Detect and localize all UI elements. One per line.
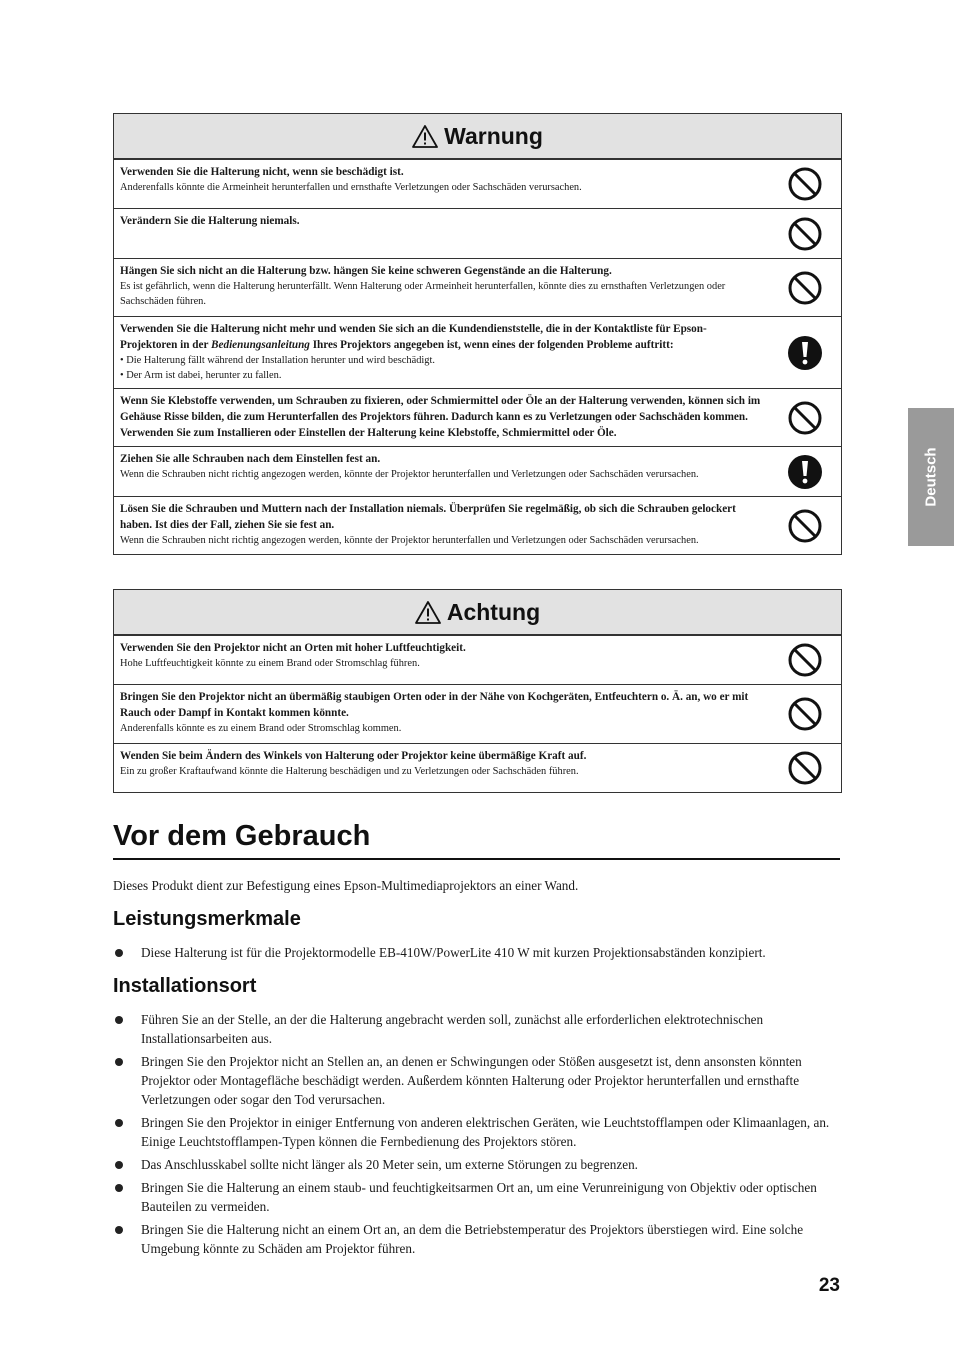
warning-row [114, 496, 841, 554]
bullet-icon [115, 1226, 123, 1234]
warning-table [113, 113, 842, 555]
location-list [113, 1010, 840, 1262]
bullet-icon [115, 1016, 123, 1024]
mandatory-icon [787, 335, 823, 371]
caution-row-text: Hohe Luftfeuchtigkeit könnte zu einem Brand oder Stromschlag führen. [120, 658, 420, 669]
list-item: Diese Halterung ist für die Projektormodelle EB-410W/PowerLite 410 W mit kurzen Projektionsabständen konzipiert. [113, 943, 840, 962]
warning-title: Warnung [444, 122, 543, 149]
warning-row [114, 208, 841, 258]
warning-row-bullet: • Der Arm ist dabei, herunter zu fallen. [120, 370, 282, 381]
prohibited-icon [787, 508, 823, 544]
warning-row-heading: Verwenden Sie die Halterung nicht mehr und wenden Sie sich an die Kundendienststelle, die in der Kontaktliste für Epson-Projektoren in der Bedienungsanleitung Ihres Projektors angegeben ist, wenn eines der folgenden Probleme auftritt: [120, 323, 707, 351]
caution-row [114, 635, 841, 684]
bullet-icon [115, 1161, 123, 1169]
page-title: Vor dem Gebrauch [113, 820, 371, 852]
warning-row [114, 446, 841, 496]
list-item: Bringen Sie den Projektor nicht an Stellen an, an denen er Schwingungen oder Stößen ausgesetzt ist, denn ansonsten könnten Projektor oder Montagefläche beschädigt werden. Außerdem könnten Halterung oder Projektor herunterfallen und ernsthafte Verletzungen oder sogar den Tod verursachen. [113, 1052, 840, 1109]
caution-header [114, 590, 841, 635]
features-list [113, 943, 840, 966]
caution-row-text: Anderenfalls könnte es zu einem Brand oder Stromschlag kommen. [120, 723, 402, 734]
bullet-icon [115, 1119, 123, 1127]
list-item: Bringen Sie die Halterung an einem staub- und feuchtigkeitsarmen Ort an, um eine Verunreinigung von Objektiv oder optischen Bauteilen zu vermeiden. [113, 1178, 840, 1216]
language-tab [908, 408, 954, 546]
list-item: Führen Sie an der Stelle, an der die Halterung angebracht werden soll, zunächst alle erforderlichen elektrotechnischen Installationsarbeiten aus. [113, 1010, 840, 1048]
caution-title: Achtung [446, 598, 541, 625]
bullet-icon [115, 1058, 123, 1066]
caution-row [114, 684, 841, 743]
warning-row-heading: Wenn Sie Klebstoffe verwenden, um Schrauben zu fixieren, oder Schmiermittel oder Öle an der Halterung verwenden, können sich im Gehäuse Risse bilden, die zum Herunterfallen des Projektors führen. Dadurch kann es zu Verletzungen oder Sachschäden kommen. Verwenden Sie zum Installieren oder Einstellen der Halterung keine Klebstoffe, Schmiermittel oder Öle. [120, 395, 761, 439]
prohibited-icon [787, 750, 823, 786]
prohibited-icon [787, 400, 823, 436]
warning-row-text: Anderenfalls könnte die Armeinheit herunterfallen und ernsthafte Verletzungen oder Sachschäden verursachen. [120, 182, 582, 193]
warning-row-heading: Verändern Sie die Halterung niemals. [120, 215, 300, 227]
warning-row [114, 159, 841, 208]
warning-row [114, 388, 841, 446]
warning-triangle-icon [415, 600, 441, 624]
warning-row-heading: Hängen Sie sich nicht an die Halterung bzw. hängen Sie keine schweren Gegenstände an die Halterung. [120, 265, 612, 277]
warning-row-text: Es ist gefährlich, wenn die Halterung herunterfällt. Wenn Halterung oder Armeinheit herunterfallen, könnte dies zu ernsthaften Verletzungen oder Sachschäden führen. [120, 281, 726, 307]
prohibited-icon [787, 642, 823, 678]
features-heading: Leistungsmerkmale [113, 908, 301, 930]
warning-row-text: Wenn die Schrauben nicht richtig angezogen werden, könnte der Projektor herunterfallen und Verletzungen oder Sachschäden verursachen. [120, 469, 699, 480]
prohibited-icon [787, 216, 823, 252]
language-tab-label: Deutsch [922, 447, 940, 507]
list-item: Das Anschlusskabel sollte nicht länger als 20 Meter sein, um externe Störungen zu begrenzen. [113, 1155, 840, 1174]
bullet-icon [115, 1184, 123, 1192]
location-heading: Installationsort [113, 975, 257, 997]
warning-row [114, 258, 841, 316]
warning-row [114, 316, 841, 388]
caution-row-text: Ein zu großer Kraftaufwand könnte die Halterung beschädigen und zu Verletzungen oder Sachschäden führen. [120, 766, 579, 777]
caution-table [113, 589, 842, 793]
warning-row-heading: Ziehen Sie alle Schrauben nach dem Einstellen fest an. [120, 453, 381, 465]
intro-paragraph: Dieses Produkt dient zur Befestigung eines Epson-Multimediaprojektors an einer Wand. [113, 878, 579, 893]
title-divider [113, 858, 840, 860]
bullet-icon [115, 949, 123, 957]
warning-triangle-icon [412, 124, 438, 148]
warning-row-text: Wenn die Schrauben nicht richtig angezogen werden, könnte der Projektor herunterfallen und Verletzungen oder Sachschäden verursachen. [120, 535, 699, 546]
mandatory-icon [787, 454, 823, 490]
warning-row-heading: Lösen Sie die Schrauben und Muttern nach der Installation niemals. Überprüfen Sie regelmäßig, ob sich die Schrauben gelockert haben. Ist dies der Fall, ziehen Sie sie fest an. [120, 503, 736, 531]
list-item: Bringen Sie die Halterung nicht an einem Ort an, an dem die Betriebstemperatur des Projektors überstiegen wird. Eine solche Umgebung könnte zu Schäden am Projektor führen. [113, 1220, 840, 1258]
warning-header [114, 114, 841, 159]
caution-row [114, 743, 841, 792]
list-item: Bringen Sie den Projektor in einiger Entfernung von anderen elektrischen Geräten, wie Leuchtstofflampen oder Klimaanlagen, an. Einige Leuchtstofflampen-Typen können die Fernbedienung des Projektors stören. [113, 1113, 840, 1151]
page-number: 23 [818, 1275, 840, 1296]
warning-row-heading: Verwenden Sie die Halterung nicht, wenn sie beschädigt ist. [120, 166, 404, 178]
caution-row-heading: Bringen Sie den Projektor nicht an übermäßig staubigen Orten oder in der Nähe von Kochgeräten, Entfeuchtern o. Ä. an, wo er mit Rauch oder Dampf in Kontakt kommen könnte. [120, 691, 749, 719]
caution-row-heading: Verwenden Sie den Projektor nicht an Orten mit hoher Luftfeuchtigkeit. [120, 642, 466, 654]
prohibited-icon [787, 696, 823, 732]
prohibited-icon [787, 166, 823, 202]
caution-row-heading: Wenden Sie beim Ändern des Winkels von Halterung oder Projektor keine übermäßige Kraft auf. [120, 750, 587, 762]
warning-row-bullet: • Die Halterung fällt während der Installation herunter und wird beschädigt. [120, 355, 435, 366]
prohibited-icon [787, 270, 823, 306]
